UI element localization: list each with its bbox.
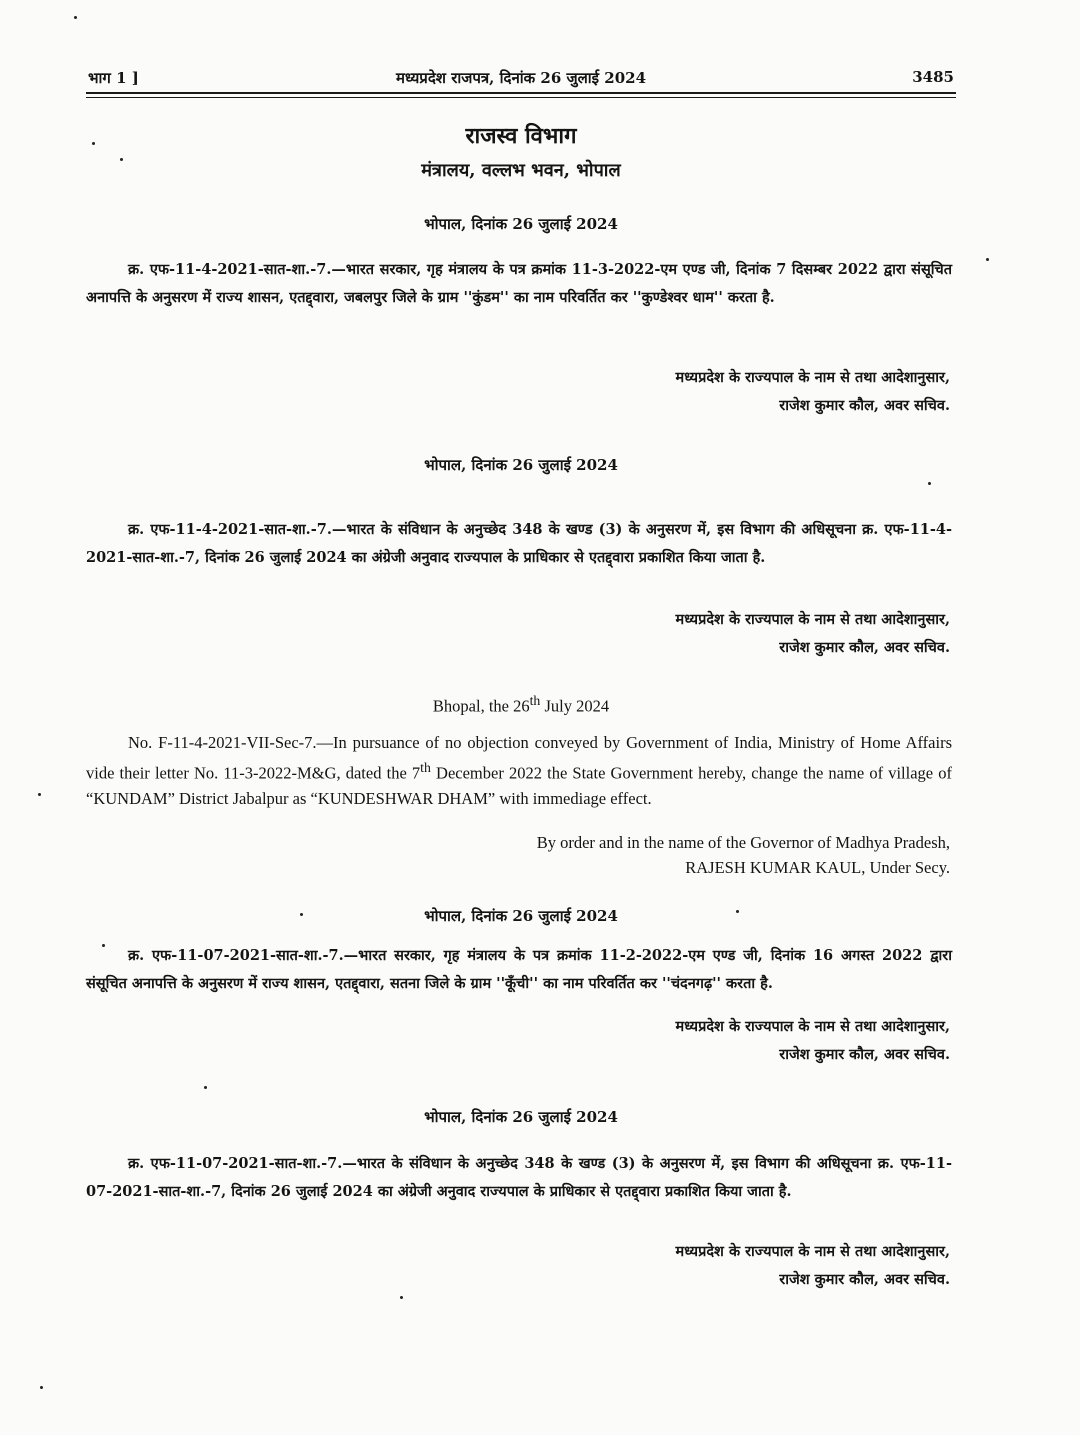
- scan-speck: [300, 913, 303, 916]
- header-part-label: भाग 1 ]: [88, 69, 139, 87]
- notice-5-date: भोपाल, दिनांक 26 जुलाई 2024: [424, 1108, 618, 1126]
- notice-3-date: [86, 693, 956, 717]
- notice-3-date-sup: th: [529, 693, 541, 708]
- department-subtitle: मंत्रालय, वल्लभ भवन, भोपाल: [421, 160, 621, 181]
- page-header: [88, 64, 954, 94]
- notice-5-signature-officer: राजेश कुमार कौल, अवर सचिव.: [779, 1271, 950, 1288]
- scan-speck: [38, 793, 41, 796]
- notice-3-signature-officer: RAJESH KUMAR KAUL, Under Secy.: [685, 858, 950, 877]
- scan-speck: [102, 944, 105, 947]
- notice-2-text: क्र. एफ-11-4-2021-सात-शा.-7.—भारत के संविधान के अनुच्छेद 348 के खण्ड (3) के अनुसरण में, इस विभाग की अधिसूचना क्र. एफ-11-4-2021-सात-शा.-7, दिनांक 26 जुलाई 2024 का अंग्रेजी अनुवाद राज्यपाल के प्राधिकार से एतद्द्वारा प्रकाशित किया जाता है.: [86, 521, 952, 566]
- scan-speck: [400, 1296, 403, 1299]
- header-gazette-title: मध्यप्रदेश राजपत्र, दिनांक 26 जुलाई 2024: [395, 69, 647, 87]
- notice-4-signature-officer: राजेश कुमार कौल, अवर सचिव.: [779, 1046, 950, 1063]
- notice-2-date: भोपाल, दिनांक 26 जुलाई 2024: [424, 456, 618, 474]
- notice-3-text-part1: No. F-11-4-2021-VII-Sec-7.—In pursuance of no objection conveyed by Government of India, Ministry of Home Affairs vide their letter No. 11-3-2022-M&G, dated the 7: [86, 733, 952, 783]
- notice-1-text: क्र. एफ-11-4-2021-सात-शा.-7.—भारत सरकार, गृह मंत्रालय के पत्र क्रमांक 11-3-2022-एम एण्ड जी, दिनांक 7 दिसम्बर 2022 द्वारा संसूचित अनापत्ति के अनुसरण में राज्य शासन, एतद्द्वारा, जबलपुर जिले के ग्राम ''कुंडम'' का नाम परिवर्तित कर ''कुण्डेश्वर धाम'' करता है.: [86, 261, 952, 306]
- notice-1-signature-officer: राजेश कुमार कौल, अवर सचिव.: [779, 397, 950, 414]
- scan-speck: [204, 1086, 207, 1089]
- scan-speck: [928, 482, 931, 485]
- scan-speck: [40, 1386, 43, 1389]
- header-rule-thick: [86, 92, 956, 94]
- header-page-number: 3485: [912, 68, 954, 86]
- notice-2-signature-authority: मध्यप्रदेश के राज्यपाल के नाम से तथा आदेशानुसार,: [675, 611, 950, 628]
- scan-speck: [736, 910, 739, 913]
- scan-speck: [986, 258, 989, 261]
- scan-speck: [120, 158, 123, 161]
- notice-1-date: भोपाल, दिनांक 26 जुलाई 2024: [424, 215, 618, 233]
- notice-3-text-part2: December 2022 the State Government hereby, change the name of village of “KUNDAM” District Jabalpur as “KUNDESHWAR DHAM” with immediage effect.: [86, 763, 952, 808]
- notice-3-text-sup: th: [420, 760, 431, 775]
- notice-1-signature: [676, 364, 950, 420]
- notice-4-signature-authority: मध्यप्रदेश के राज्यपाल के नाम से तथा आदेशानुसार,: [675, 1018, 950, 1035]
- notice-2-signature: [676, 606, 950, 662]
- notice-4-signature: [676, 1013, 950, 1069]
- department-title: राजस्व विभाग: [465, 123, 577, 149]
- notice-5-signature: [676, 1238, 950, 1294]
- scan-speck: [74, 16, 77, 19]
- header-rule-thin: [86, 97, 956, 98]
- notice-1-signature-authority: मध्यप्रदेश के राज्यपाल के नाम से तथा आदेशानुसार,: [675, 369, 950, 386]
- notice-3-signature-authority: By order and in the name of the Governor of Madhya Pradesh,: [536, 833, 950, 852]
- notice-5-signature-authority: मध्यप्रदेश के राज्यपाल के नाम से तथा आदेशानुसार,: [675, 1243, 950, 1260]
- notice-3-date-suffix: July 2024: [540, 696, 610, 716]
- notice-5-text: क्र. एफ-11-07-2021-सात-शा.-7.—भारत के संविधान के अनुच्छेद 348 के खण्ड (3) के अनुसरण में, इस विभाग की अधिसूचना क्र. एफ-11-07-2021-सात-शा.-7, दिनांक 26 जुलाई 2024 का अंग्रेजी अनुवाद राज्यपाल के प्राधिकार से एतद्द्वारा प्रकाशित किया जाता है.: [86, 1155, 952, 1200]
- notice-4-text: क्र. एफ-11-07-2021-सात-शा.-7.—भारत सरकार, गृह मंत्रालय के पत्र क्रमांक 11-2-2022-एम एण्ड जी, दिनांक 16 अगस्त 2022 द्वारा संसूचित अनापत्ति के अनुसरण में राज्य शासन, एतद्द्वारा, सतना जिले के ग्राम ''कूँची'' का नाम परिवर्तित कर ''चंदनगढ़'' करता है.: [86, 947, 952, 992]
- notice-4-date: भोपाल, दिनांक 26 जुलाई 2024: [424, 907, 618, 925]
- notice-2-signature-officer: राजेश कुमार कौल, अवर सचिव.: [779, 639, 950, 656]
- scan-speck: [92, 142, 95, 145]
- notice-3-text: [86, 730, 952, 811]
- notice-3-signature: [537, 830, 950, 880]
- notice-3-date-prefix: Bhopal, the 26: [432, 696, 530, 716]
